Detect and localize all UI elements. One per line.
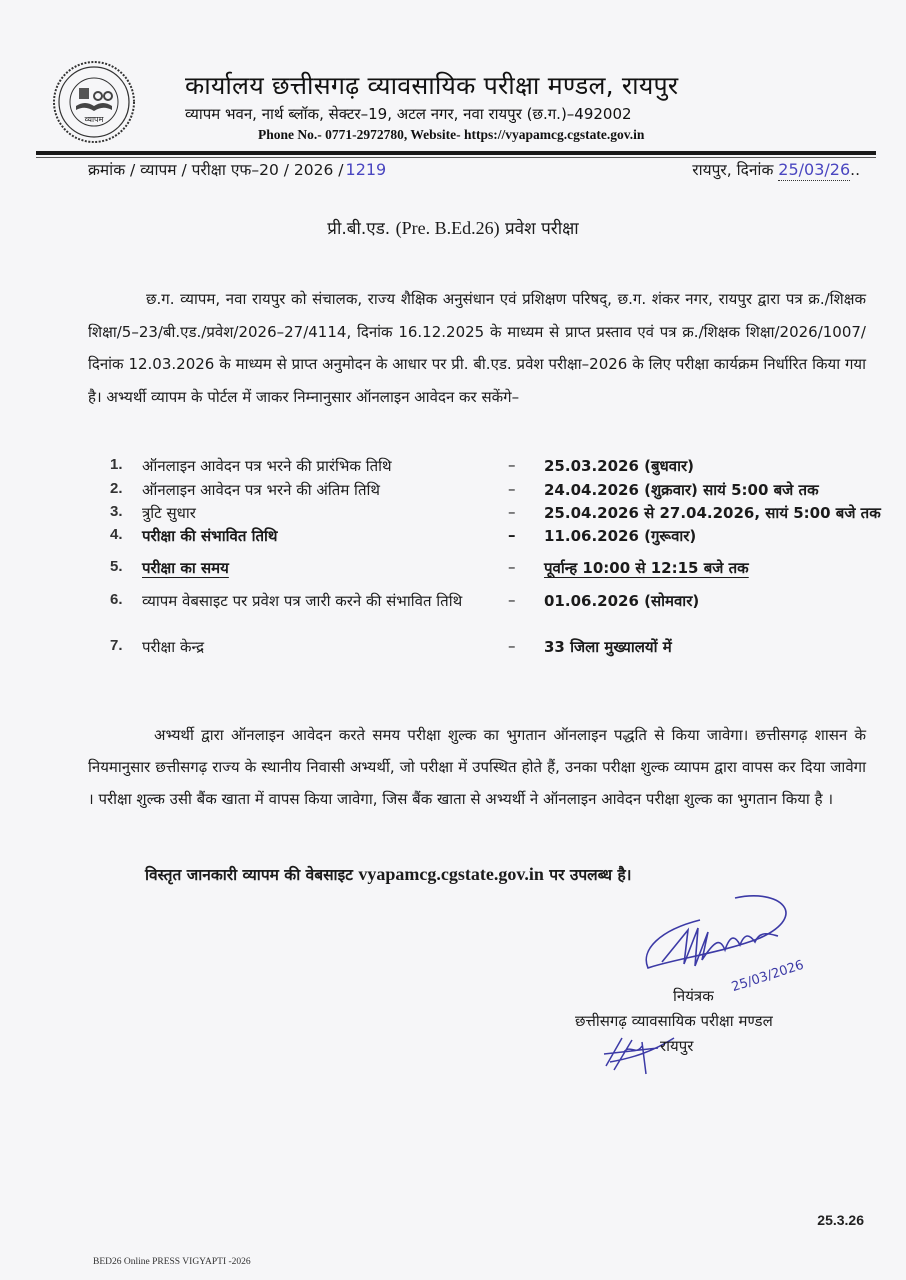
item-value: 25.03.2026 (बुधवार) [544,457,694,475]
item-number: 4. [110,526,123,543]
subject-prefix: प्री.बी.एड. [327,219,391,239]
item-value: 01.06.2026 (सोमवार) [544,592,700,610]
office-address: व्यापम भवन, नार्थ ब्लॉक, सेक्टर–19, अटल नगर, नवा रायपुर (छ.ग.)–492002 [185,105,632,123]
header-divider-thick [36,151,876,155]
place-date [692,158,860,180]
item-label: व्यापम वेबसाइट पर प्रवेश पत्र जारी करने की संभावित तिथि [142,592,463,610]
item-label: ऑनलाइन आवेदन पत्र भरने की अंतिम तिथि [142,481,380,499]
item-dash: – [508,591,516,609]
reference-printed: क्रमांक / व्यापम / परीक्षा एफ–20 / 2026 / [88,161,344,179]
item-dash: – [508,503,516,521]
info-suffix: पर उपलब्ध है। [549,866,632,884]
item-dash: – [508,526,516,544]
item-dash: – [508,637,516,655]
item-value: 24.04.2026 (शुक्रवार) सायं 5:00 बजे तक [544,481,819,499]
item-value: 33 जिला मुख्यालयों में [544,638,672,656]
item-number: 2. [110,480,123,497]
item-label: ऑनलाइन आवेदन पत्र भरने की प्रारंभिक तिथि [142,457,392,475]
fee-paragraph: अभ्यर्थी द्वारा ऑनलाइन आवेदन करते समय परीक्षा शुल्क का भुगतान ऑनलाइन पद्धति से किया जावेगा। छत्तीसगढ़ शासन के नियमानुसार छत्तीसगढ़ राज्य के स्थानीय निवासी अभ्यर्थी, जो परीक्षा में उपस्थित होते हैं, उनका परीक्षा शुल्क व्यापम द्वारा वापस कर दिया जावेगा । परीक्षा शुल्क उसी बैंक खाता में वापस किया जावेगा, जिस बैंक खाता से अभ्यर्थी ने ऑनलाइन आवेदन परीक्षा शुल्क का भुगतान किया है । [88,726,866,808]
item-dash: – [508,456,516,474]
vyapam-seal-logo [52,60,136,144]
signature-date-annotation: 25/03/2026 [729,957,806,996]
reference-handwritten-number: 1219 [345,160,387,179]
intro-paragraph: छ.ग. व्यापम, नवा रायपुर को संचालक, राज्य शैक्षिक अनुसंधान एवं प्रशिक्षण परिषद्, छ.ग. शंकर नगर, रायपुर द्वारा पत्र क्र./शिक्षक शिक्षा/5–23/बी.एड./प्रवेश/2026–27/4114, दिनांक 16.12.2025 के माध्यम से प्राप्त प्रस्ताव एवं पत्र क्र./शिक्षक शिक्षा/2026/1007/दिनांक 12.03.2026 के माध्यम से प्राप्त अनुमोदन के आधार पर प्री. बी.एड. प्रवेश परीक्षा–2026 के लिए परीक्षा कार्यक्रम निर्धारित किया गया है। अभ्यर्थी व्यापम के पोर्टल में जाकर निम्नानुसार ऑनलाइन आवेदन कर सकेंगे– [88,290,866,406]
signatory-title: नियंत्रक [673,987,714,1005]
item-number: 1. [110,456,123,473]
item-number: 3. [110,503,123,520]
handwritten-date: 25/03/26 [778,160,851,179]
item-label: परीक्षा की संभावित तिथि [142,527,278,545]
item-label: त्रुटि सुधार [142,504,196,522]
item-value: पूर्वान्ह 10:00 से 12:15 बजे तक [544,559,749,577]
item-value: 11.06.2026 (गुरूवार) [544,527,697,545]
item-value: 25.04.2026 से 27.04.2026, सायं 5:00 बजे तक [544,504,881,522]
subject-suffix: प्रवेश परीक्षा [505,219,579,239]
footer-document-code: BED26 Online PRESS VIGYAPTI -2026 [93,1257,251,1267]
date-trail: .. [850,161,860,179]
signatory-city: रायपुर [660,1037,694,1055]
reference-number [88,158,386,180]
item-label: परीक्षा का समय [142,559,229,577]
place-date-label: रायपुर, दिनांक [692,161,774,179]
signatory-organization: छत्तीसगढ़ व्यावसायिक परीक्षा मण्डल [575,1012,773,1030]
office-title: कार्यालय छत्तीसगढ़ व्यावसायिक परीक्षा मण्डल, रायपुर [185,71,679,100]
item-number: 7. [110,637,123,654]
item-label: परीक्षा केन्द्र [142,638,205,656]
item-dash: – [508,558,516,576]
notice-subject [0,216,906,239]
footer-date: 25.3.26 [817,1212,864,1228]
item-number: 6. [110,591,123,608]
office-contact: Phone No.- 0771-2972780, Website- https://vyapamcg.cgstate.gov.in [258,127,645,142]
logo-text: व्यापम [84,115,104,124]
website-link[interactable]: vyapamcg.cgstate.gov.in [358,864,544,884]
item-number: 5. [110,558,123,575]
info-line [145,863,632,885]
controller-signature [640,890,840,1000]
item-dash: – [508,480,516,498]
subject-english: (Pre. B.Ed.26) [395,218,500,238]
info-prefix: विस्तृत जानकारी व्यापम की वेबसाइट [145,866,353,884]
